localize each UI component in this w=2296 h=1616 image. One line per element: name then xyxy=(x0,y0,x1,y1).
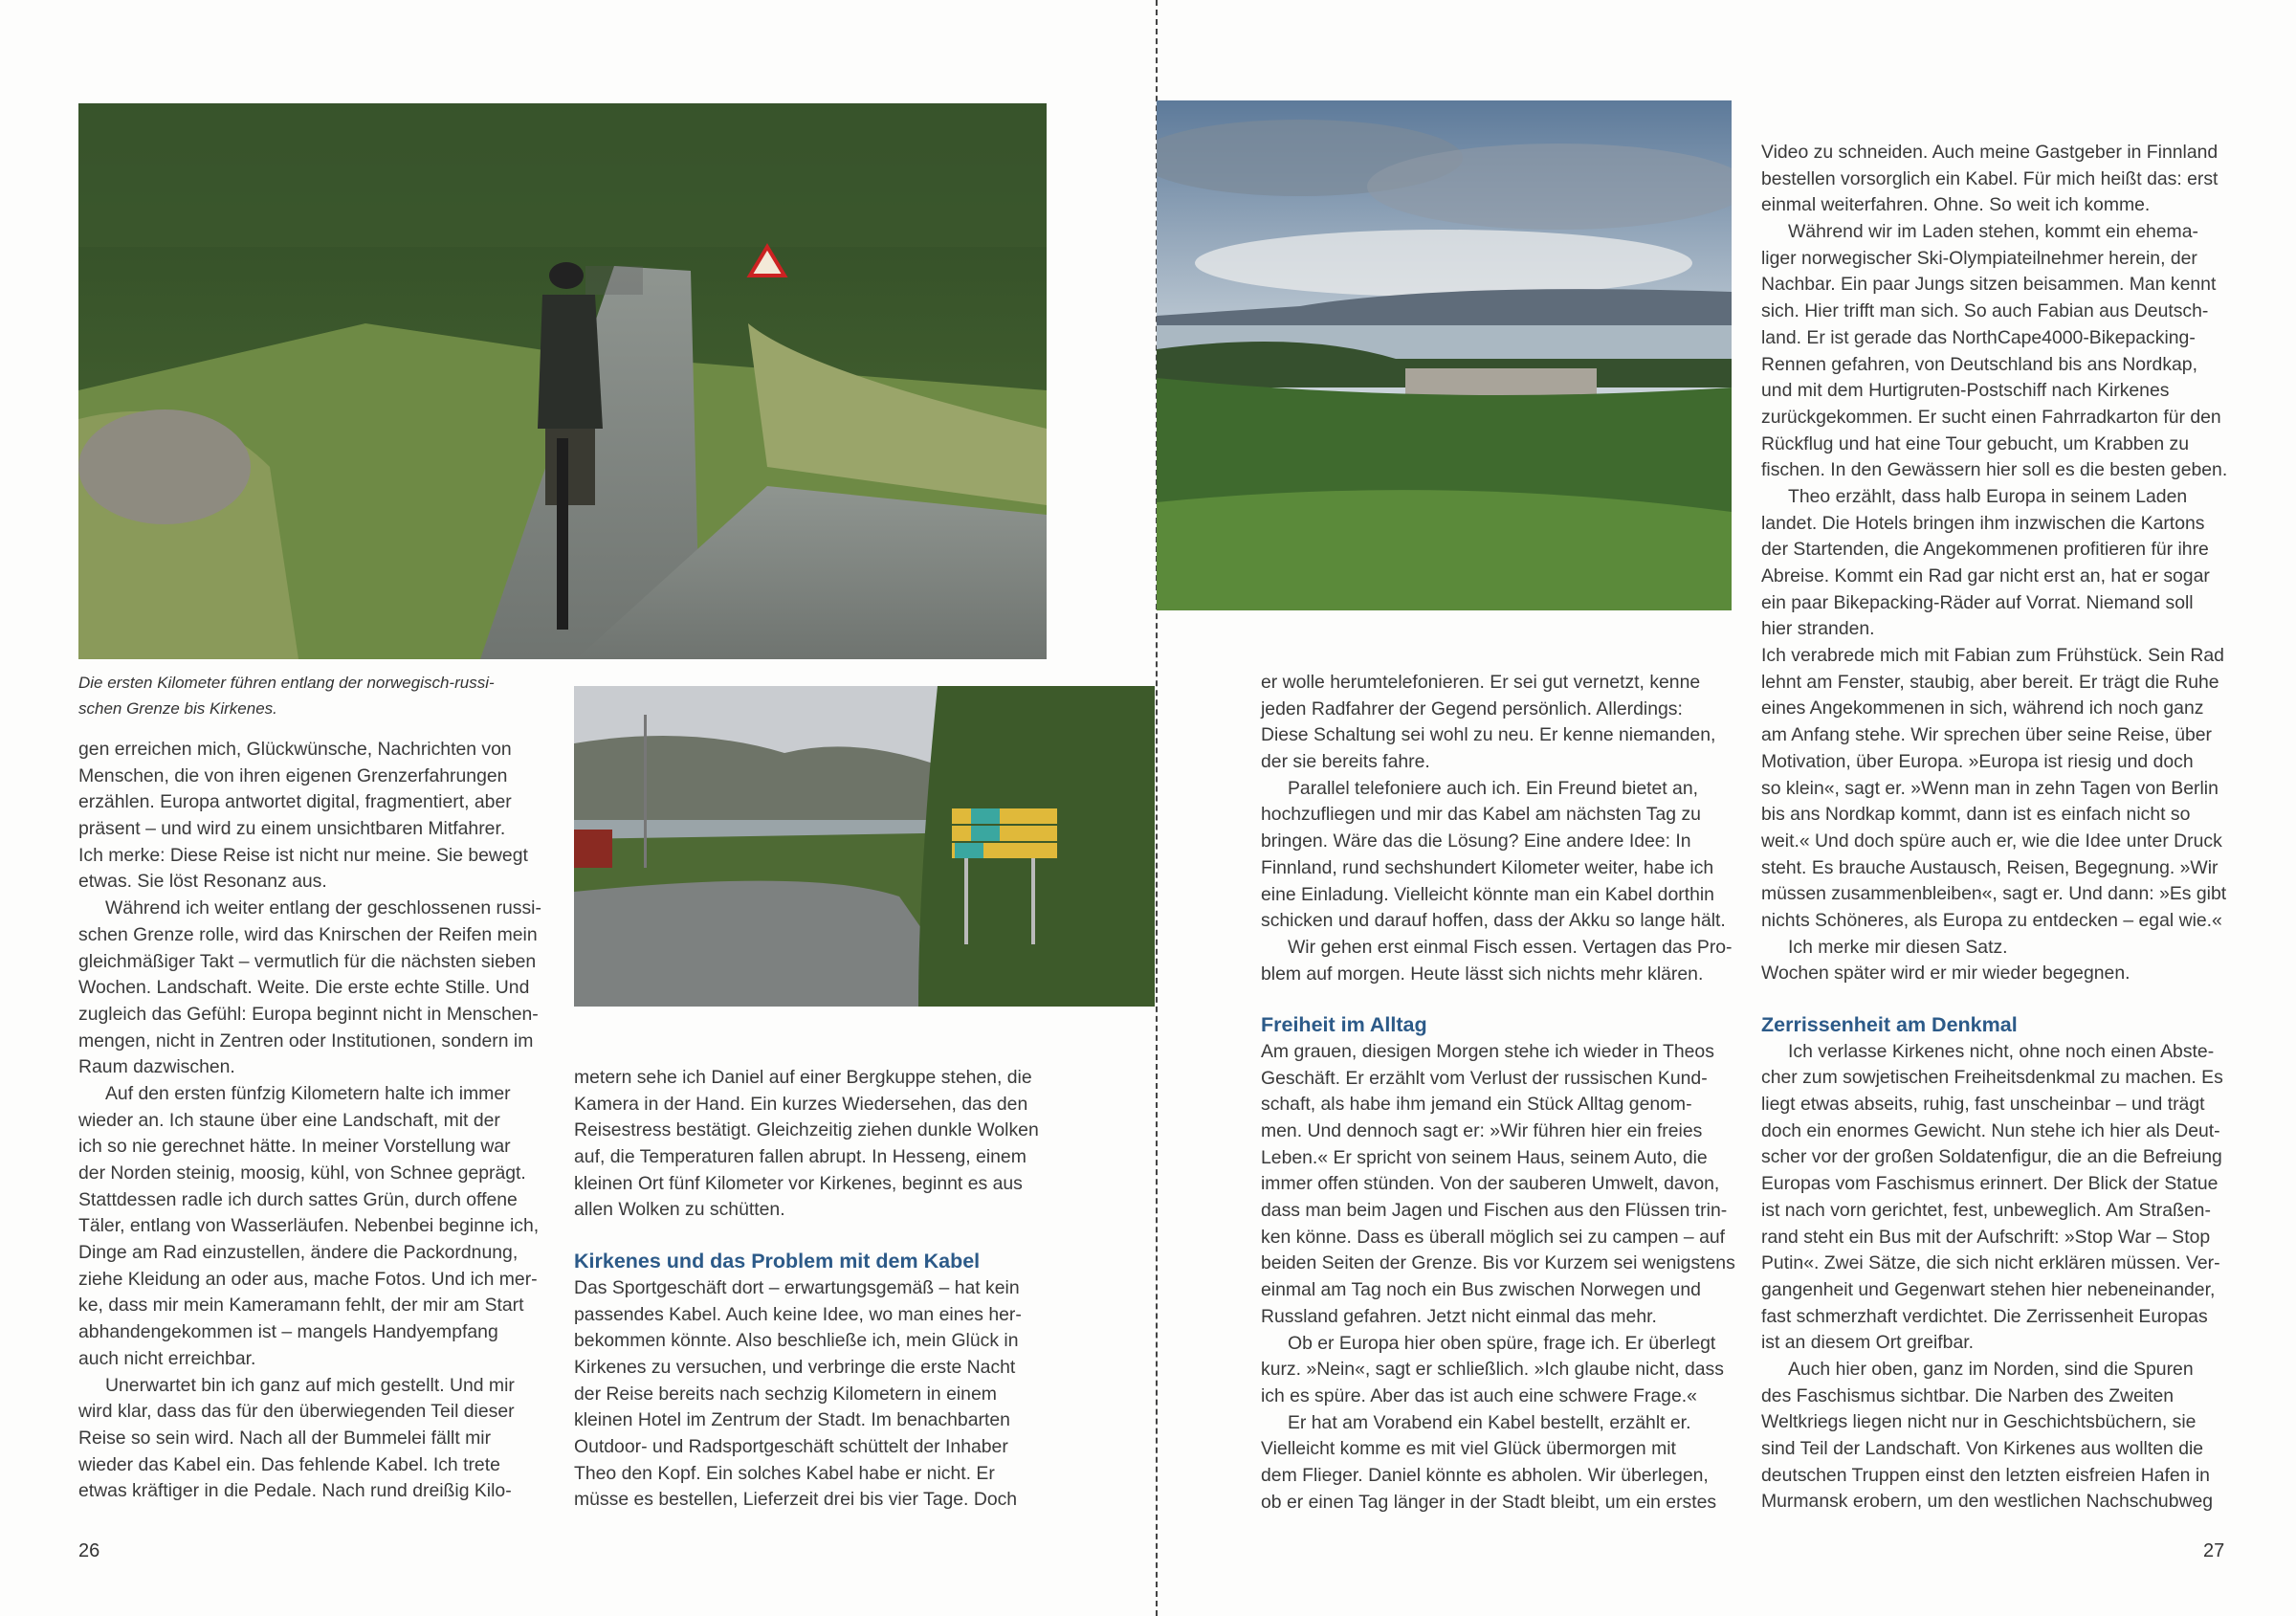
text-line: zurückgekommen. Er sucht einen Fahrradkarton für den xyxy=(1761,406,2221,428)
text-line: hochzufliegen und mir das Kabel am nächsten Tag zu xyxy=(1261,804,1701,826)
text-line: Auf den ersten fünfzig Kilometern halte ich immer xyxy=(105,1082,511,1104)
text-column-1 xyxy=(78,737,557,1505)
text-line: Ich verlasse Kirkenes nicht, ohne noch einen Abste- xyxy=(1788,1040,2215,1062)
text-line: kleinen Ort fünf Kilometer vor Kirkenes, beginnt es aus xyxy=(574,1172,1023,1194)
text-line: ken könne. Dass es überall möglich sei zu campen – auf xyxy=(1261,1226,1726,1248)
text-line: Während ich weiter entlang der geschlossenen russi- xyxy=(105,897,541,919)
text-line: müsse es bestellen, Lieferzeit drei bis vier Tage. Doch xyxy=(574,1489,1018,1511)
text-line: erzählen. Europa antwortet digital, fragmentiert, aber xyxy=(78,791,512,813)
text-line: Leben.« Er spricht von seinem Haus, seinem Auto, die xyxy=(1261,1146,1708,1168)
text-line: Finnland, rund sechshundert Kilometer weiter, habe ich xyxy=(1261,856,1714,878)
photo-road-junction xyxy=(574,686,1155,1007)
text-line: passendes Kabel. Auch keine Idee, wo man eines her- xyxy=(574,1303,1022,1325)
text-line: ke, dass mir mein Kameramann fehlt, der mir am Start xyxy=(78,1295,524,1317)
text-line: gleichmäßiger Takt – vermutlich für die nächsten sieben xyxy=(78,950,537,972)
text-line: wird klar, dass das für den überwiegenden Teil dieser xyxy=(78,1401,515,1423)
text-line: ziehe Kleidung an oder aus, mache Fotos. Und ich mer- xyxy=(78,1268,538,1290)
text-line: wieder an. Ich staune über eine Landschaft, mit der xyxy=(78,1109,500,1131)
photo-cyclist-on-road xyxy=(78,103,1047,659)
text-line: Wochen. Landschaft. Weite. Die erste echte Stille. Und xyxy=(78,977,530,999)
text-line: Unerwartet bin ich ganz auf mich gestellt. Und mir xyxy=(105,1374,515,1396)
text-line: müssen zusammenbleiben«, sagt er. Und dann: »Es gibt xyxy=(1761,883,2227,905)
text-column-4 xyxy=(1761,140,2240,1516)
text-line: blem auf morgen. Heute lässt sich nichts mehr klären. xyxy=(1261,963,1704,985)
text-line: wieder das Kabel ein. Das fehlende Kabel. Ich trete xyxy=(78,1453,500,1475)
text-line: rand steht ein Bus mit der Aufschrift: »Stop War – Stop xyxy=(1761,1226,2211,1248)
text-line: fast schmerzhaft verdichtet. Die Zerrissenheit Europas xyxy=(1761,1305,2208,1327)
text-line: Kamera in der Hand. Ein kurzes Wiedersehen, das den xyxy=(574,1093,1028,1115)
photo-kirkenes-panorama xyxy=(1157,100,1732,610)
text-line: bestellen vorsorglich ein Kabel. Für mich heißt das: erst xyxy=(1761,167,2219,189)
text-line: doch ein enormes Gewicht. Nun stehe ich hier als Deut- xyxy=(1761,1119,2220,1141)
text-column-3 xyxy=(1261,670,1739,1516)
text-line: cher zum sowjetischen Freiheitsdenkmal zu machen. Es xyxy=(1761,1067,2223,1089)
text-line: des Faschismus sichtbar. Die Narben des Zweiten xyxy=(1761,1384,2175,1406)
text-line: land. Er ist gerade das NorthCape4000-Bikepacking- xyxy=(1761,326,2196,348)
text-line: dass man beim Jagen und Fischen aus den Flüssen trin- xyxy=(1261,1200,1728,1222)
text-line: deutschen Truppen einst den letzten eisfreien Hafen in xyxy=(1761,1464,2210,1486)
text-line: Ich merke: Diese Reise ist nicht nur meine. Sie bewegt xyxy=(78,844,528,866)
text-line: Abreise. Kommt ein Rad gar nicht erst an, hat er sogar xyxy=(1761,565,2210,587)
text-line: Am grauen, diesigen Morgen stehe ich wieder in Theos xyxy=(1261,1040,1714,1062)
text-line: bekommen könnte. Also beschließe ich, mein Glück in xyxy=(574,1330,1019,1352)
text-line: hier stranden. xyxy=(1761,618,1875,640)
text-line: Stattdessen radle ich durch sattes Grün, durch offene xyxy=(78,1188,518,1210)
text-line: abhandengekommen ist – mangels Handyempfang xyxy=(78,1321,498,1343)
text-line: und mit dem Hurtigruten-Postschiff nach Kirkenes xyxy=(1761,380,2170,402)
text-line: ist an diesem Ort greifbar. xyxy=(1761,1332,1975,1354)
text-line: am Anfang stehe. Wir sprechen über seine Reise, über xyxy=(1761,724,2213,746)
text-line: Nachbar. Ein paar Jungs sitzen beisammen. Man kennt xyxy=(1761,274,2217,296)
text-line: mengen, nicht in Zentren oder Institutionen, sondern im xyxy=(78,1029,534,1052)
text-line: Weltkriegs liegen nicht nur in Geschichtsbüchern, sie xyxy=(1761,1411,2197,1433)
text-line: eine Einladung. Vielleicht könnte man ein Kabel dorthin xyxy=(1261,883,1714,905)
text-line: schaft, als habe ihm jemand ein Stück Alltag genom- xyxy=(1261,1094,1692,1116)
text-line: metern sehe ich Daniel auf einer Bergkuppe stehen, die xyxy=(574,1067,1032,1088)
text-line: beiden Seiten der Grenze. Bis vor Kurzem sei wenigstens xyxy=(1261,1252,1735,1274)
text-line: Wir gehen erst einmal Fisch essen. Vertagen das Pro- xyxy=(1288,936,1733,958)
text-line: kurz. »Nein«, sagt er schließlich. »Ich glaube nicht, dass xyxy=(1261,1359,1724,1381)
text-line: Motivation, über Europa. »Europa ist riesig und doch xyxy=(1761,750,2194,772)
text-line: Video zu schneiden. Auch meine Gastgeber in Finnland xyxy=(1761,142,2219,163)
text-line: weit.« Und doch spüre auch er, wie die Idee unter Druck xyxy=(1761,830,2222,852)
text-line: sind Teil der Landschaft. Von Kirkenes aus wollten die xyxy=(1761,1438,2204,1460)
text-line: Geschäft. Er erzählt vom Verlust der russischen Kund- xyxy=(1261,1067,1708,1089)
text-line: ein paar Bikepacking-Räder auf Vorrat. Niemand soll xyxy=(1761,591,2194,613)
section-heading: Kirkenes und das Problem mit dem Kabel xyxy=(574,1250,981,1273)
text-line: Das Sportgeschäft dort – erwartungsgemäß – hat kein xyxy=(574,1276,1020,1298)
text-line: Auch hier oben, ganz im Norden, sind die Spuren xyxy=(1788,1358,2194,1380)
text-line: einmal am Tag noch ein Bus zwischen Norwegen und xyxy=(1261,1279,1701,1301)
text-line: auf, die Temperaturen fallen abrupt. In Hesseng, einem xyxy=(574,1146,1027,1168)
text-line: bringen. Wäre das die Lösung? Eine andere Idee: In xyxy=(1261,830,1691,852)
photo-caption xyxy=(78,670,557,721)
text-line: Kirkenes zu versuchen, und verbringe die erste Nacht xyxy=(574,1356,1016,1378)
text-line: eines Angekommenen in sich, während ich noch ganz xyxy=(1761,697,2204,719)
text-line: fischen. In den Gewässern hier soll es die besten geben. xyxy=(1761,459,2228,481)
text-line: auch nicht erreichbar. xyxy=(78,1347,256,1369)
text-line: Vielleicht komme es mit viel Glück übermorgen mit xyxy=(1261,1438,1676,1460)
text-line: Wochen später wird er mir wieder begegnen. xyxy=(1761,963,2130,985)
text-line: liegt etwas abseits, ruhig, fast unscheinbar – und trägt xyxy=(1761,1094,2205,1116)
text-line: Raum dazwischen. xyxy=(78,1056,235,1078)
text-column-2 xyxy=(574,1065,1052,1514)
text-line: gangenheit und Gegenwart stehen hier nebeneinander, xyxy=(1761,1278,2216,1300)
caption-line: schen Grenze bis Kirkenes. xyxy=(78,699,277,718)
text-line: Reisestress bestätigt. Gleichzeitig ziehen dunkle Wolken xyxy=(574,1119,1039,1141)
text-line: Menschen, die von ihren eigenen Grenzerfahrungen xyxy=(78,764,508,786)
text-line: gen erreichen mich, Glückwünsche, Nachrichten von xyxy=(78,739,512,760)
caption-line: Die ersten Kilometer führen entlang der norwegisch-russi- xyxy=(78,674,495,692)
text-line: er wolle herumtelefonieren. Er sei gut vernetzt, kenne xyxy=(1261,672,1701,693)
text-line: Reise so sein wird. Nach all der Bummelei fällt mir xyxy=(78,1427,492,1449)
text-line: Ob er Europa hier oben spüre, frage ich. Er überlegt xyxy=(1288,1332,1716,1354)
text-line: Ich verabrede mich mit Fabian zum Frühstück. Sein Rad xyxy=(1761,645,2224,667)
text-line: immer offen stünden. Von der sauberen Umwelt, davon, xyxy=(1261,1173,1720,1195)
text-line: Outdoor- und Radsportgeschäft schüttelt der Inhaber xyxy=(574,1435,1008,1457)
text-line: etwas kräftiger in die Pedale. Nach rund dreißig Kilo- xyxy=(78,1480,512,1502)
text-line: der sie bereits fahre. xyxy=(1261,751,1430,773)
text-line: Theo den Kopf. Ein solches Kabel habe er nicht. Er xyxy=(574,1462,995,1484)
text-line: Parallel telefoniere auch ich. Ein Freund bietet an, xyxy=(1288,777,1699,799)
text-line: zugleich das Gefühl: Europa beginnt nicht in Menschen- xyxy=(78,1003,539,1025)
text-line: Europas vom Faschismus erinnert. Der Blick der Statue xyxy=(1761,1173,2219,1195)
text-line: bis ans Nordkap kommt, dann ist es einfach nicht so xyxy=(1761,804,2191,826)
text-line: Theo erzählt, dass halb Europa in seinem Laden xyxy=(1788,485,2188,507)
text-line: Russland gefahren. Jetzt nicht einmal das mehr. xyxy=(1261,1305,1657,1327)
text-line: steht. Es brauche Austausch, Reisen, Begegnung. »Wir xyxy=(1761,856,2219,878)
text-line: schen Grenze rolle, wird das Knirschen der Reifen mein xyxy=(78,923,538,945)
text-line: ich so nie gerechnet hätte. In meiner Vorstellung war xyxy=(78,1136,511,1158)
text-line: Diese Schaltung sei wohl zu neu. Er kenne niemanden, xyxy=(1261,724,1716,746)
text-line: ich es spüre. Aber das ist auch eine schwere Frage.« xyxy=(1261,1384,1697,1406)
section-heading: Zerrissenheit am Denkmal xyxy=(1761,1013,2018,1036)
text-line: präsent – und wird zu einem unsichtbaren Mitfahrer. xyxy=(78,818,506,840)
text-line: ob er einen Tag länger in der Stadt bleibt, um ein erstes xyxy=(1261,1491,1717,1513)
text-line: ist nach vorn gerichtet, fest, unbeweglich. Am Straßen- xyxy=(1761,1199,2211,1221)
section-heading: Freiheit im Alltag xyxy=(1261,1013,1427,1037)
text-line: der Reise bereits nach sechzig Kilometern in einem xyxy=(574,1383,997,1405)
text-line: dem Flieger. Daniel könnte es abholen. Wir überlegen, xyxy=(1261,1464,1709,1486)
page-number-left: 26 xyxy=(78,1540,100,1561)
text-line: liger norwegischer Ski-Olympiateilnehmer herein, der xyxy=(1761,247,2197,269)
text-line: Rückflug und hat eine Tour gebucht, um Krabben zu xyxy=(1761,432,2189,454)
text-line: Putin«. Zwei Sätze, die sich nicht erklären müssen. Ver- xyxy=(1761,1252,2220,1274)
text-line: Murmansk erobern, um den westlichen Nachschubweg xyxy=(1761,1491,2214,1513)
text-line: der Norden steinig, moosig, kühl, von Schnee geprägt. xyxy=(78,1162,526,1184)
text-line: scher vor der großen Soldatenfigur, die an die Befreiung xyxy=(1761,1146,2222,1168)
text-line: Dinge am Rad einzustellen, ändere die Packordnung, xyxy=(78,1242,519,1264)
text-line: lehnt am Fenster, staubig, aber bereit. Er trägt die Ruhe xyxy=(1761,671,2219,693)
text-line: Er hat am Vorabend ein Kabel bestellt, erzählt er. xyxy=(1288,1411,1691,1433)
text-line: etwas. Sie löst Resonanz aus. xyxy=(78,871,327,893)
text-line: allen Wolken zu schütten. xyxy=(574,1199,785,1221)
text-line: der Startenden, die Angekommenen profitieren für ihre xyxy=(1761,539,2209,561)
text-line: so klein«, sagt er. »Wenn man in zehn Tagen von Berlin xyxy=(1761,777,2219,799)
text-line: Während wir im Laden stehen, kommt ein ehema- xyxy=(1788,221,2198,243)
text-line: sich. Hier trifft man sich. So auch Fabian aus Deutsch- xyxy=(1761,300,2209,322)
text-line: jeden Radfahrer der Gegend persönlich. Allerdings: xyxy=(1261,697,1683,719)
text-line: nichts Schöneres, als Europa zu entdecken – egal wie.« xyxy=(1761,909,2222,931)
text-line: Ich merke mir diesen Satz. xyxy=(1788,936,2008,958)
text-line: landet. Die Hotels bringen ihm inzwischen die Kartons xyxy=(1761,512,2205,534)
text-line: schicken und darauf hoffen, dass der Akku so lange hält. xyxy=(1261,910,1726,932)
page-number-right: 27 xyxy=(2203,1540,2225,1561)
text-line: Rennen gefahren, von Deutschland bis ans Nordkap, xyxy=(1761,353,2197,375)
text-line: men. Und dennoch sagt er: »Wir führen hier ein freies xyxy=(1261,1120,1703,1142)
text-line: einmal weiterfahren. Ohne. So weit ich komme. xyxy=(1761,194,2151,216)
text-line: Täler, entlang von Wasserläufen. Nebenbei beginne ich, xyxy=(78,1215,540,1237)
text-line: kleinen Hotel im Zentrum der Stadt. Im benachbarten xyxy=(574,1409,1010,1431)
